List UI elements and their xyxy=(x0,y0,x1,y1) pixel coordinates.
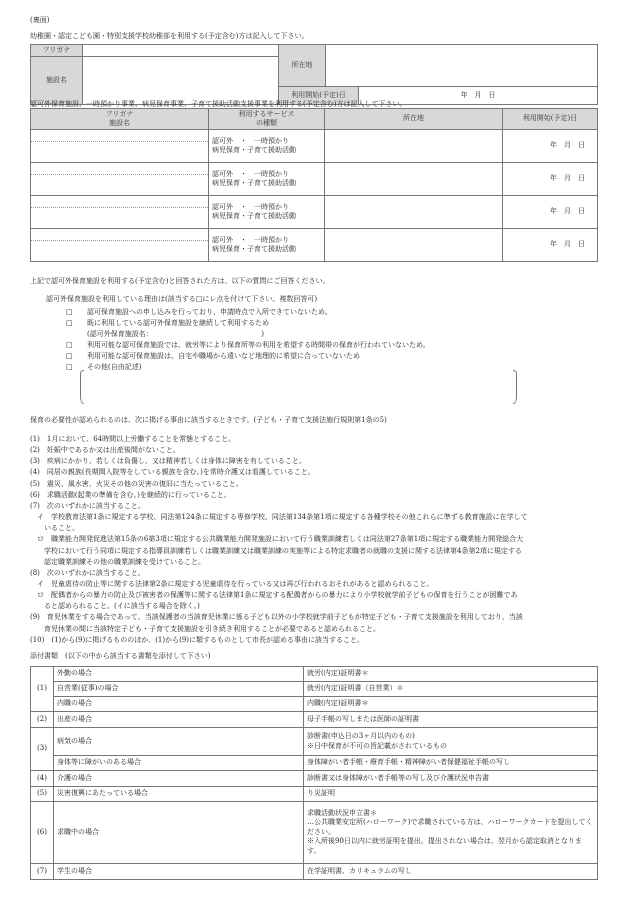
necessity-item: ロ 職業能力開発促進法第15条の6第3項に規定する公共職業能力開発施設において行う職業訓練若しくは同法第27条第1項に規定する職業能力開発総合大 xyxy=(30,535,524,544)
table-row: 自営業(従事)の場合 就労(内定)証明書（自営業）＊ xyxy=(31,682,598,697)
unlicensed-title: 認可外保育施設、一時預かり事業、病児保育事業、子育て援助活動支援事業を利用する(予定含む)方は記入して下さい。 xyxy=(30,100,407,108)
table-row xyxy=(31,229,598,262)
table-row xyxy=(31,163,598,196)
necessity-item: イ 学校教育法第1条に規定する学校、同法第124条に規定する専修学校、同法第134条第1項に規定する各種学校その他これらに準ずる教育施設に在学して xyxy=(30,513,528,522)
table-row: (3) 病気の場合 診断書(申込日の3ヶ月以内のもの) ※日中保育が不可の旨記載がされているもの xyxy=(31,728,598,756)
necessity-item: (5) 震災、風水害、火災その他の災害の復旧に当たっていること。 xyxy=(30,479,243,488)
reason-option: 利用可能な認可保育施設は、自宅や職場から遠いなど地理的に希望に合っていないため xyxy=(87,352,360,360)
address-input[interactable] xyxy=(325,163,503,196)
start-date-input[interactable]: 年 月 日 xyxy=(359,87,598,105)
table-row: (4) 介護の場合 診断書又は身体障がい者手帳等の写し及び介護状況申告書 xyxy=(31,771,598,787)
furigana-input[interactable] xyxy=(31,163,208,175)
reason-option: 利用可能な認可保育施設では、就労等により保育所等の利用を希望する時間帯の保育が行われていないため。 xyxy=(87,341,430,349)
header-service: 利用するサービス の種類 xyxy=(209,109,325,130)
necessity-item: 育児休業の間に当該特定子ども・子育て支援施設を引き続き利用することが必要であると認められること。 xyxy=(30,624,380,633)
reason-checkbox[interactable]: □ xyxy=(66,319,73,327)
address-input[interactable] xyxy=(326,45,598,87)
address-input[interactable] xyxy=(325,130,503,163)
facility-name-input[interactable] xyxy=(31,208,208,228)
table-row: 身体等に障がいのある場合 身体障がい者手帳・療育手帳・精神障がい者保健福祉手帳の写し xyxy=(31,756,598,771)
necessity-item: 認定職業訓練その他の職業訓練を受けていること。 xyxy=(30,557,205,566)
table-row xyxy=(31,130,598,163)
table-row: 内職の場合 内職(内定)証明書＊ xyxy=(31,697,598,712)
attachments-table xyxy=(30,666,598,880)
furigana-label: フリガナ xyxy=(31,45,83,57)
table-row: (2) 出産の場合 母子手帳の写しまたは医師の証明書 xyxy=(31,712,598,728)
reason-checkbox[interactable]: □ xyxy=(66,363,73,371)
table-row: (1) 外勤の場合 就労(内定)証明書＊ xyxy=(31,667,598,682)
furigana-input[interactable] xyxy=(31,130,208,142)
reason-option: 既に利用している認可外保育施設を継続して利用するため xyxy=(87,319,269,327)
necessity-item: (4) 同居の親族(長期間入院等をしている親族を含む。)を常時介護又は看護していること。 xyxy=(30,468,315,477)
necessity-item: (6) 求職活動(起業の準備を含む。)を継続的に行っていること。 xyxy=(30,490,231,499)
necessity-item: (1) 1月において、64時間以上労働することを常態とすること。 xyxy=(30,435,236,443)
table-row: (5) 災害復興にあたっている場合 り災証明 xyxy=(31,787,598,802)
service-type[interactable]: 認可外 ・ 一時預かり 病児保育・子育て援助活動 xyxy=(209,229,325,262)
table-row: (7) 学生の場合 在学証明書、カリキュラムの写し xyxy=(31,864,598,880)
necessity-item: (8) 次のいずれかに該当すること。 xyxy=(30,568,145,577)
question-intro: 上記で認可外保育施設を利用する(予定含む)と回答された方は、以下の質問にご回答ください。 xyxy=(30,277,330,285)
start-date-input[interactable]: 年 月 日 xyxy=(503,196,598,229)
start-date-input[interactable]: 年 月 日 xyxy=(503,163,598,196)
kindergarten-title: 幼稚園・認定こども園・特別支援学校幼稚部を利用する(予定含む)方は記入して下さい。 xyxy=(30,32,309,40)
reason-checkbox[interactable]: □ xyxy=(66,352,73,360)
unlicensed-table xyxy=(30,108,598,262)
header-address: 所在地 xyxy=(325,109,503,130)
question-heading: 認可外保育施設を利用している理由は(該当する□にレ点を付けて下さい。複数回答可) xyxy=(46,295,318,303)
free-text-area[interactable] xyxy=(80,370,517,402)
page-label: (裏面) xyxy=(30,16,50,24)
reason-checkbox[interactable]: □ xyxy=(66,308,73,316)
facility-name-input[interactable] xyxy=(31,142,208,162)
address-input[interactable] xyxy=(325,229,503,262)
necessity-item: イ 児童虐待の防止等に関する法律第2条に規定する児童虐待を行っている又は再び行われるおそれがあると認められること。 xyxy=(30,579,434,588)
reason-checkbox[interactable]: □ xyxy=(66,341,73,349)
necessity-item: 学校において行う同項に規定する指導員訓練若しくは職業訓練又は職業訓練の実施等による特定求職者の就職の支援に関する法律第4条第2項に規定する xyxy=(30,546,522,555)
necessity-item: (2) 妊娠中であるか又は出産後間がないこと。 xyxy=(30,446,180,455)
facility-name-input[interactable] xyxy=(31,241,208,261)
service-type[interactable]: 認可外 ・ 一時預かり 病児保育・子育て援助活動 xyxy=(209,196,325,229)
header-start-date: 利用開始(予定)日 xyxy=(503,109,598,130)
start-date-input[interactable]: 年 月 日 xyxy=(503,130,598,163)
kindergarten-table xyxy=(30,44,598,105)
service-type[interactable]: 認可外 ・ 一時預かり 病児保育・子育て援助活動 xyxy=(209,163,325,196)
necessity-item: ると認められること。(イに該当する場合を除く。) xyxy=(30,602,200,611)
necessity-item: (3) 疾病にかかり、若しくは負傷し、又は精神若しくは身体に障害を有していること。 xyxy=(30,457,306,466)
necessity-item: (10) (1)から(9)に掲げるもののほか、(1)から(9)に類するものとして市長が認める事由に該当すること。 xyxy=(30,635,365,644)
necessity-item: (9) 育児休業をする場合であって、当該保護者の当該育児休業に係る子ども以外の小学校就学前子どもが特定子ども・子育て支援施設を利用しており、当該 xyxy=(30,613,523,622)
header-furigana-name: フリガナ 施設名 xyxy=(31,109,209,130)
start-date-input[interactable]: 年 月 日 xyxy=(503,229,598,262)
table-row: (6) 求職中の場合 求職活動状況申立書＊ …公共職業安定所(ハローワーク)で求職されている方は、ハローワークカードを提出してください。 ※入所後90日以内に就労証明を提出。提出されない場合は、翌月から認定取消となります。 xyxy=(31,802,598,864)
necessity-item: ロ 配偶者からの暴力の防止及び被害者の保護等に関する法律第1条に規定する配偶者からの暴力により小学校就学前子どもの保育を行うことが困難であ xyxy=(30,591,518,600)
start-date-label: 利用開始(予定)日 xyxy=(279,87,359,105)
service-type[interactable]: 認可外 ・ 一時預かり 病児保育・子育て援助活動 xyxy=(209,130,325,163)
furigana-input[interactable] xyxy=(31,229,208,241)
attachments-heading: 添付書類 (以下の中から該当する書類を添付して下さい) xyxy=(30,652,211,660)
reason-option: 認可保育施設への申し込みを行っており、申請時点で入所できていないため。 xyxy=(87,308,332,316)
address-label: 所在地 xyxy=(279,45,326,87)
necessity-heading: 保育の必要性が認められるのは、次に掲げる事由に該当するときです。(子ども・子育て支援法施行規則第1条の5) xyxy=(30,416,387,424)
facility-name-line[interactable]: (認可外保育施設名： ) xyxy=(87,330,264,338)
furigana-input[interactable] xyxy=(83,45,279,57)
reason-option: その他(自由記述) xyxy=(87,363,142,371)
furigana-input[interactable] xyxy=(31,196,208,208)
necessity-item: (7) 次のいずれかに該当すること。 xyxy=(30,501,145,510)
address-input[interactable] xyxy=(325,196,503,229)
facility-name-input[interactable] xyxy=(31,175,208,195)
facility-name-input[interactable] xyxy=(83,57,279,105)
facility-name-label: 施設名 xyxy=(31,57,83,105)
necessity-item: いること。 xyxy=(30,524,79,533)
table-row xyxy=(31,196,598,229)
